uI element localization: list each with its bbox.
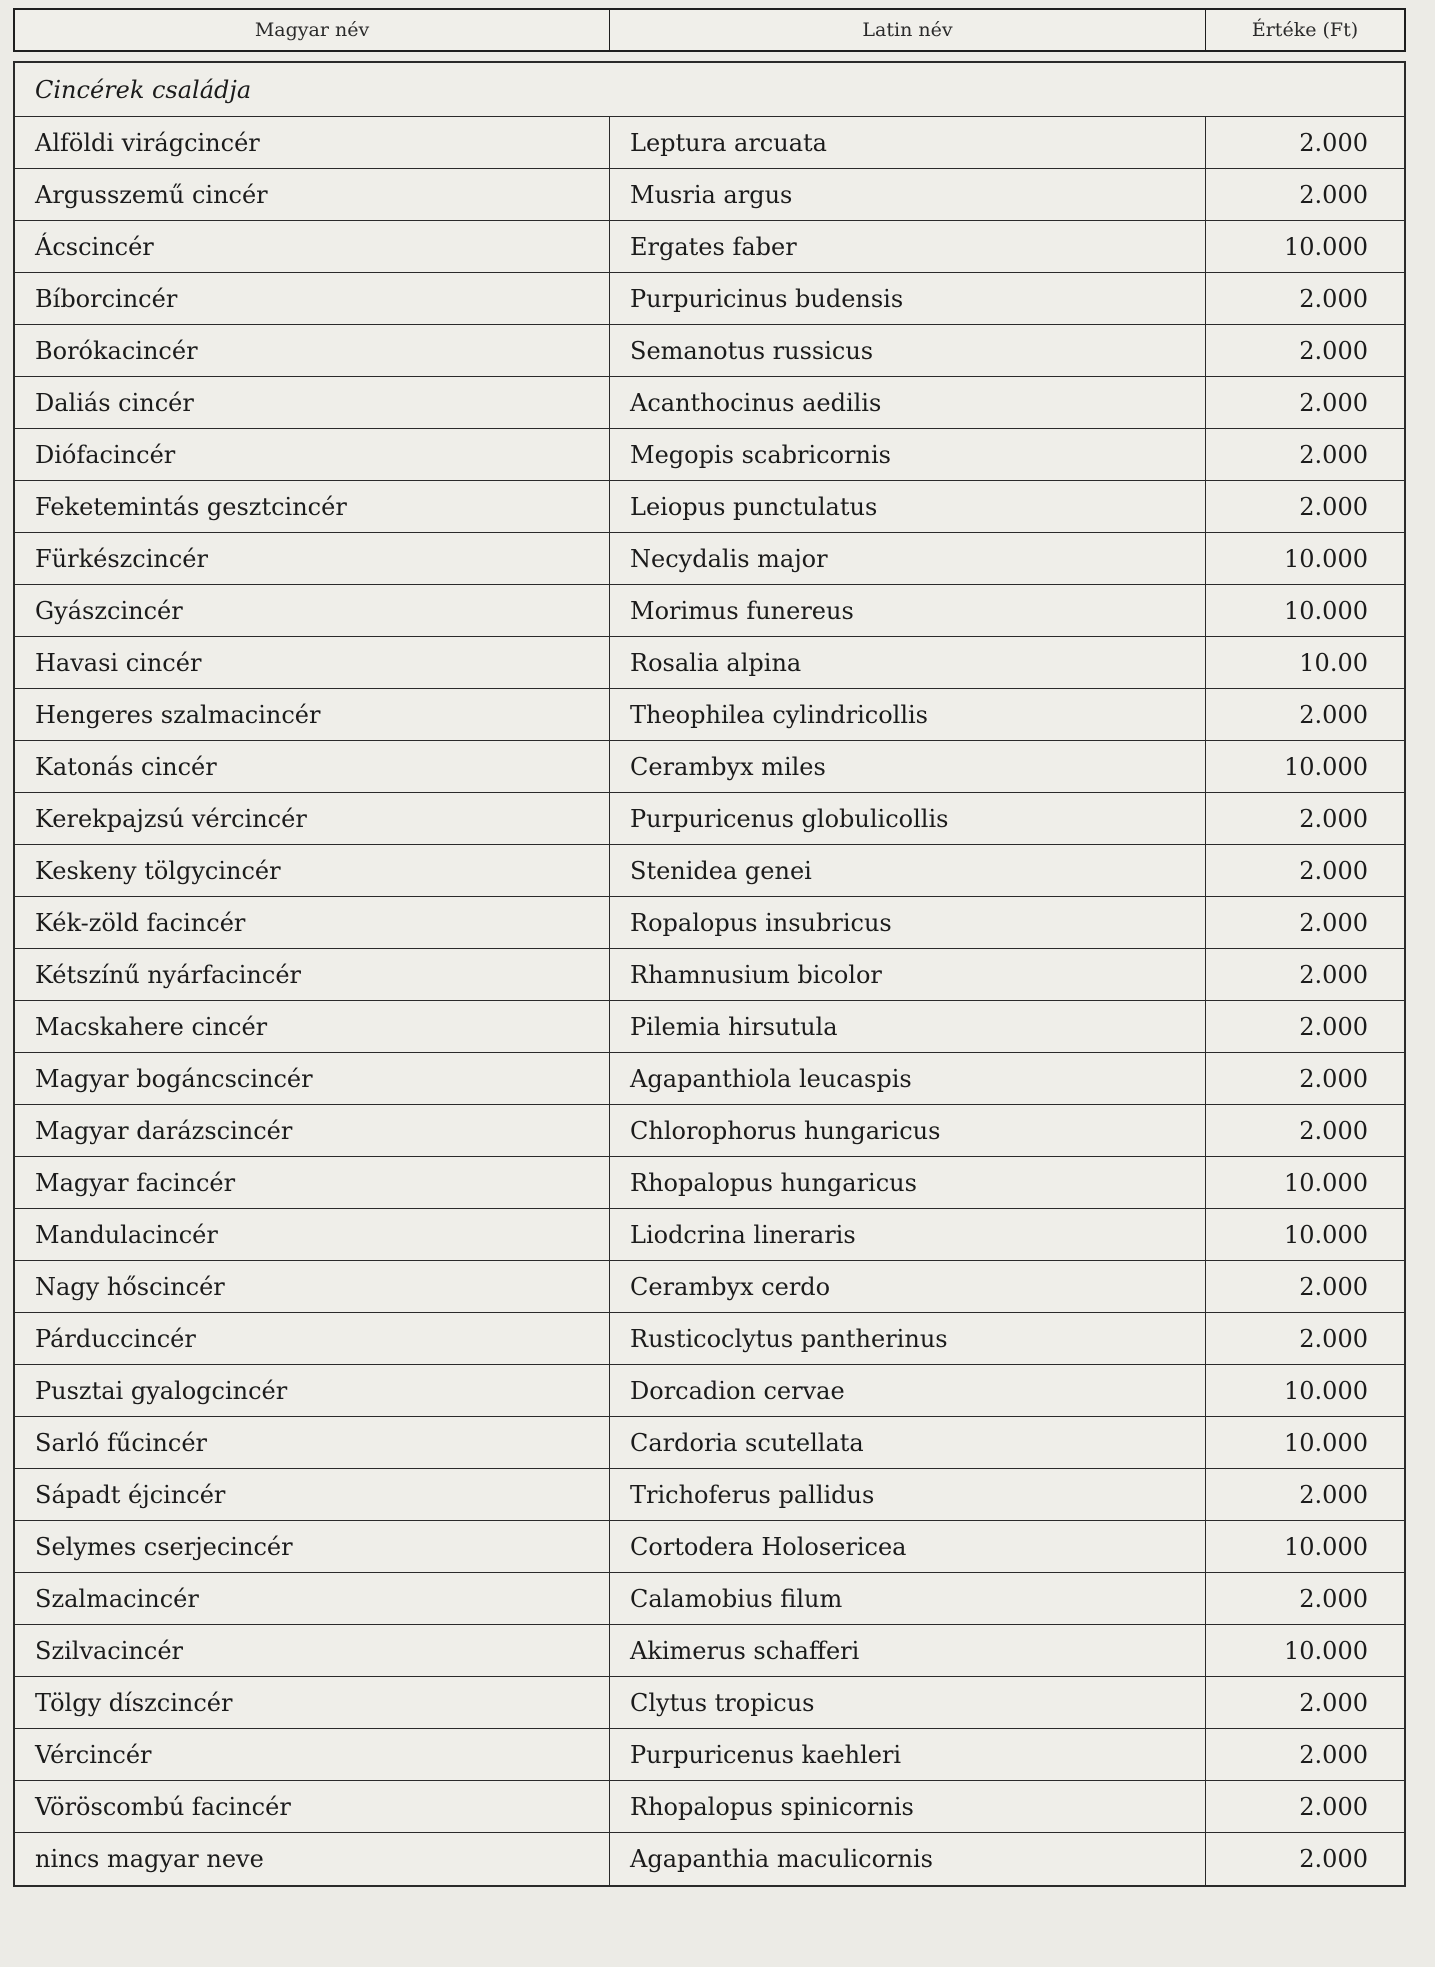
value-cell: 10.000	[1284, 1168, 1368, 1197]
table-row	[15, 1833, 1404, 1885]
latin-name-cell: Stenidea genei	[610, 845, 1206, 896]
latin-name-cell: Rhopalopus spinicornis	[610, 1781, 1206, 1832]
latin-name-cell: Ergates faber	[610, 221, 1206, 272]
value-cell: 10.000	[1284, 544, 1368, 573]
latin-name-cell: Chlorophorus hungaricus	[610, 1105, 1206, 1156]
latin-name-cell: Necydalis major	[610, 533, 1206, 584]
latin-name-cell: Agapanthia maculicornis	[610, 1833, 1206, 1885]
hungarian-name-cell: Szalmacincér	[15, 1573, 610, 1624]
value-cell: 10.000	[1284, 1220, 1368, 1249]
value-cell: 10.000	[1284, 232, 1368, 261]
hungarian-name-cell: Sarló fűcincér	[15, 1417, 610, 1468]
hungarian-name-cell: Pusztai gyalogcincér	[15, 1365, 610, 1416]
table-row	[15, 689, 1404, 741]
value-cell: 10.00	[1299, 648, 1368, 677]
table-row	[15, 1261, 1404, 1313]
latin-name-cell: Morimus funereus	[610, 585, 1206, 636]
value-cell: 2.000	[1299, 492, 1368, 521]
hungarian-name-cell: Vöröscombú facincér	[15, 1781, 610, 1832]
hungarian-name-cell: Sápadt éjcincér	[15, 1469, 610, 1520]
table-row	[15, 741, 1404, 793]
value-cell: 2.000	[1299, 1740, 1368, 1769]
value-cell: 10.000	[1284, 752, 1368, 781]
hungarian-name-cell: Magyar facincér	[15, 1157, 610, 1208]
value-cell: 2.000	[1299, 1116, 1368, 1145]
table-row	[15, 897, 1404, 949]
latin-name-cell: Theophilea cylindricollis	[610, 689, 1206, 740]
hungarian-name-cell: Tölgy díszcincér	[15, 1677, 610, 1728]
table-row	[15, 585, 1404, 637]
table-row	[15, 637, 1404, 689]
value-cell: 2.000	[1299, 1688, 1368, 1717]
table-row	[15, 1521, 1404, 1573]
family-heading: Cincérek családja	[15, 63, 1404, 117]
latin-name-cell: Cerambyx cerdo	[610, 1261, 1206, 1312]
latin-name-cell: Purpuricinus budensis	[610, 273, 1206, 324]
latin-name-cell: Agapanthiola leucaspis	[610, 1053, 1206, 1104]
value-cell: 2.000	[1299, 1584, 1368, 1613]
column-header-value: Értéke (Ft)	[1251, 19, 1359, 41]
table-row	[15, 1625, 1404, 1677]
value-cell: 10.000	[1284, 1636, 1368, 1665]
value-cell: 10.000	[1284, 596, 1368, 625]
hungarian-name-cell: Alföldi virágcincér	[15, 117, 610, 168]
table-row	[15, 1729, 1404, 1781]
hungarian-name-cell: Párduccincér	[15, 1313, 610, 1364]
hungarian-name-cell: Daliás cincér	[15, 377, 610, 428]
latin-name-cell: Clytus tropicus	[610, 1677, 1206, 1728]
latin-name-cell: Cardoria scutellata	[610, 1417, 1206, 1468]
hungarian-name-cell: Selymes cserjecincér	[15, 1521, 610, 1572]
value-cell: 2.000	[1299, 336, 1368, 365]
table-row	[15, 273, 1404, 325]
hungarian-name-cell: Kerekpajzsú vércincér	[15, 793, 610, 844]
latin-name-cell: Megopis scabricornis	[610, 429, 1206, 480]
table-row	[15, 325, 1404, 377]
hungarian-name-cell: Szilvacincér	[15, 1625, 610, 1676]
value-cell: 2.000	[1299, 1324, 1368, 1353]
species-rows	[15, 117, 1404, 1885]
value-cell: 2.000	[1299, 128, 1368, 157]
hungarian-name-cell: Havasi cincér	[15, 637, 610, 688]
value-cell: 2.000	[1299, 804, 1368, 833]
table-row	[15, 429, 1404, 481]
value-cell: 2.000	[1299, 856, 1368, 885]
latin-name-cell: Semanotus russicus	[610, 325, 1206, 376]
latin-name-cell: Cortodera Holosericea	[610, 1521, 1206, 1572]
hungarian-name-cell: Vércincér	[15, 1729, 610, 1780]
table-row	[15, 117, 1404, 169]
hungarian-name-cell: Macskahere cincér	[15, 1001, 610, 1052]
species-table	[13, 61, 1406, 1887]
table-row	[15, 1105, 1404, 1157]
latin-name-cell: Leiopus punctulatus	[610, 481, 1206, 532]
hungarian-name-cell: Magyar bogáncscincér	[15, 1053, 610, 1104]
column-header-table	[13, 8, 1406, 52]
latin-name-cell: Rosalia alpina	[610, 637, 1206, 688]
latin-name-cell: Trichoferus pallidus	[610, 1469, 1206, 1520]
latin-name-cell: Purpuricenus globulicollis	[610, 793, 1206, 844]
hungarian-name-cell: Nagy hőscincér	[15, 1261, 610, 1312]
latin-name-cell: Leptura arcuata	[610, 117, 1206, 168]
value-cell: 2.000	[1299, 1480, 1368, 1509]
hungarian-name-cell: Mandulacincér	[15, 1209, 610, 1260]
value-cell: 2.000	[1299, 1012, 1368, 1041]
table-row	[15, 221, 1404, 273]
table-row	[15, 1417, 1404, 1469]
hungarian-name-cell: Hengeres szalmacincér	[15, 689, 610, 740]
table-row	[15, 949, 1404, 1001]
latin-name-cell: Akimerus schafferi	[610, 1625, 1206, 1676]
value-cell: 10.000	[1284, 1428, 1368, 1457]
value-cell: 2.000	[1299, 700, 1368, 729]
table-row	[15, 533, 1404, 585]
table-row	[15, 1001, 1404, 1053]
value-cell: 2.000	[1299, 440, 1368, 469]
hungarian-name-cell: Feketemintás gesztcincér	[15, 481, 610, 532]
table-row	[15, 1313, 1404, 1365]
column-header-hungarian-name: Magyar név	[15, 10, 610, 50]
latin-name-cell: Rusticoclytus pantherinus	[610, 1313, 1206, 1364]
hungarian-name-cell: Fürkészcincér	[15, 533, 610, 584]
latin-name-cell: Calamobius filum	[610, 1573, 1206, 1624]
hungarian-name-cell: nincs magyar neve	[15, 1833, 610, 1885]
value-cell: 2.000	[1299, 388, 1368, 417]
value-cell: 2.000	[1299, 1845, 1368, 1873]
latin-name-cell: Dorcadion cervae	[610, 1365, 1206, 1416]
latin-name-cell: Liodcrina lineraris	[610, 1209, 1206, 1260]
table-row	[15, 1053, 1404, 1105]
value-cell: 2.000	[1299, 1792, 1368, 1821]
table-row	[15, 1157, 1404, 1209]
latin-name-cell: Purpuricenus kaehleri	[610, 1729, 1206, 1780]
table-row	[15, 377, 1404, 429]
latin-name-cell: Pilemia hirsutula	[610, 1001, 1206, 1052]
value-cell: 2.000	[1299, 180, 1368, 209]
value-cell: 2.000	[1299, 960, 1368, 989]
value-cell: 2.000	[1299, 284, 1368, 313]
hungarian-name-cell: Magyar darázscincér	[15, 1105, 610, 1156]
table-row	[15, 1677, 1404, 1729]
value-cell: 2.000	[1299, 908, 1368, 937]
latin-name-cell: Musria argus	[610, 169, 1206, 220]
hungarian-name-cell: Kétszínű nyárfacincér	[15, 949, 610, 1000]
value-cell: 10.000	[1284, 1376, 1368, 1405]
latin-name-cell: Rhamnusium bicolor	[610, 949, 1206, 1000]
value-cell: 2.000	[1299, 1272, 1368, 1301]
latin-name-cell: Ropalopus insubricus	[610, 897, 1206, 948]
table-row	[15, 481, 1404, 533]
column-header-latin-name: Latin név	[610, 10, 1206, 50]
hungarian-name-cell: Keskeny tölgycincér	[15, 845, 610, 896]
hungarian-name-cell: Kék-zöld facincér	[15, 897, 610, 948]
hungarian-name-cell: Gyászcincér	[15, 585, 610, 636]
table-row	[15, 1209, 1404, 1261]
hungarian-name-cell: Katonás cincér	[15, 741, 610, 792]
hungarian-name-cell: Diófacincér	[15, 429, 610, 480]
table-row	[15, 169, 1404, 221]
hungarian-name-cell: Argusszemű cincér	[15, 169, 610, 220]
table-row	[15, 1469, 1404, 1521]
value-cell: 2.000	[1299, 1064, 1368, 1093]
latin-name-cell: Rhopalopus hungaricus	[610, 1157, 1206, 1208]
latin-name-cell: Cerambyx miles	[610, 741, 1206, 792]
latin-name-cell: Acanthocinus aedilis	[610, 377, 1206, 428]
table-row	[15, 1365, 1404, 1417]
table-row	[15, 845, 1404, 897]
hungarian-name-cell: Bíborcincér	[15, 273, 610, 324]
value-cell: 10.000	[1284, 1532, 1368, 1561]
hungarian-name-cell: Borókacincér	[15, 325, 610, 376]
table-row	[15, 793, 1404, 845]
table-row	[15, 1781, 1404, 1833]
table-row	[15, 1573, 1404, 1625]
hungarian-name-cell: Ácscincér	[15, 221, 610, 272]
